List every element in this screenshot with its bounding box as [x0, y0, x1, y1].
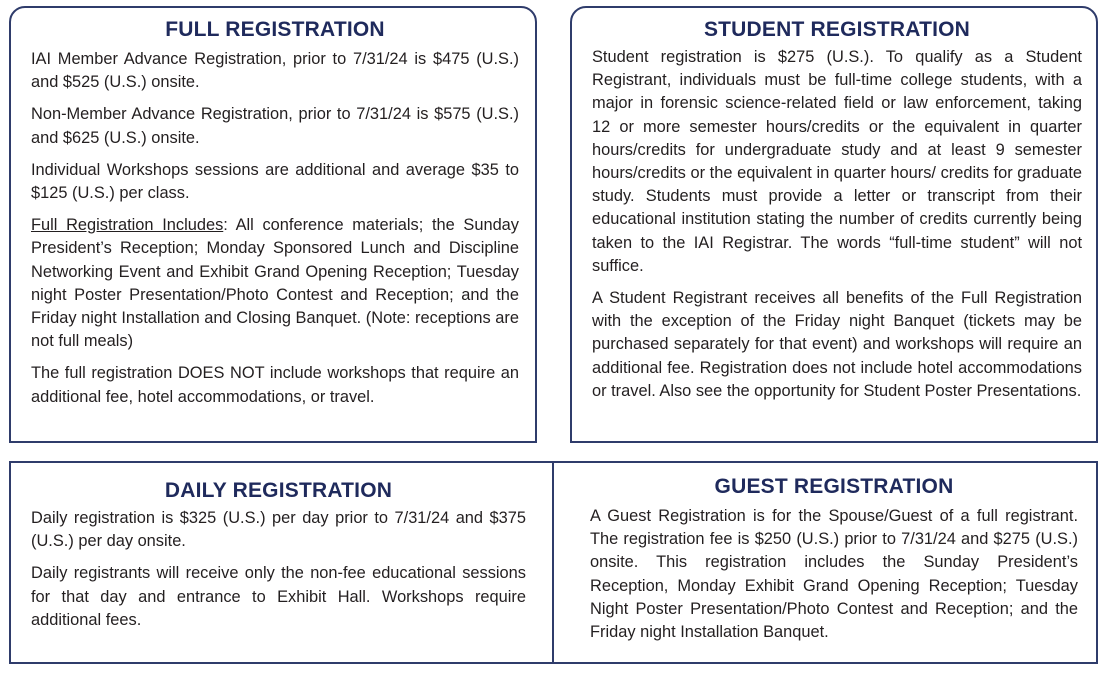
guest-registration-panel — [552, 461, 1098, 664]
includes-text: : All conference materials; the Sunday President’s Reception; Monday Sponsored Lunch and Discipline Networking Event and Exhibit Grand Opening Reception; Tuesday night Poster Presentation/Photo Contest and Reception; and the Friday night Installation and Closing Banquet. (Note: receptions are not full meals) — [31, 216, 519, 351]
daily-pricing-text: Daily registration is $325 (U.S.) per day prior to 7/31/24 and $375 (U.S.) per day onsite. — [31, 509, 526, 551]
full-registration-title: FULL REGISTRATION — [165, 18, 385, 41]
daily-registration-panel — [9, 461, 554, 664]
workshops-pricing-text: Individual Workshops sessions are additional and average $35 to $125 (U.S.) per class. — [31, 160, 519, 203]
student-registration-title: STUDENT REGISTRATION — [703, 18, 971, 41]
member-pricing-text: IAI Member Advance Registration, prior to 7/31/24 is $475 (U.S.) and $525 (U.S.) onsite. — [31, 50, 519, 92]
full-registration-panel — [9, 6, 537, 443]
guest-details-text: A Guest Registration is for the Spouse/Guest of a full registrant. The registration fee is $250 (U.S.) prior to 7/31/24 and $275 (U.S.) onsite. This registration includes the Sunday President’s Reception, Monday Exhibit Grand Opening Reception; Tuesday Night Poster Presentation/Photo Contest and Reception; and the Friday night Installation Banquet. — [590, 507, 1078, 642]
student-benefits-text: A Student Registrant receives all benefits of the Full Registration with the exception of the Friday night Banquet (tickets may be purchased separately for that event) and workshops will require an additional fee. Registration does not include hotel accommodations or travel. Also see the opportunity for Student Poster Presentations. — [592, 289, 1082, 400]
student-eligibility-text: Student registration is $275 (U.S.). To qualify as a Student Registrant, individuals must be full-time college students, with a major in forensic science-related field or law enforcement, taking 12 or more semester hours/credits or the equivalent in quarter hours/credits for undergraduate study and at least 9 semester hours/credits or the equivalent in quarter hours/ credits for graduate study. Students must provide a letter or transcript from their educational institution stating the number of credits currently being taken to the IAI Registrar. The words “full-time student” will not suffice. — [592, 48, 1082, 275]
includes-paragraph — [31, 214, 519, 353]
student-registration-panel — [570, 6, 1098, 443]
nonmember-pricing-text: Non-Member Advance Registration, prior to 7/31/24 is $575 (U.S.) and $625 (U.S.) onsite. — [31, 105, 519, 147]
guest-registration-title: GUEST REGISTRATION — [714, 475, 954, 498]
daily-access-text: Daily registrants will receive only the non-fee educational sessions for that day and entrance to Exhibit Hall. Workshops require additional fees. — [31, 564, 526, 629]
daily-registration-title: DAILY REGISTRATION — [164, 479, 393, 502]
includes-label: Full Registration Includes — [31, 216, 224, 235]
excludes-text: The full registration DOES NOT include workshops that require an additional fee, hotel accommodations, or travel. — [31, 364, 519, 406]
